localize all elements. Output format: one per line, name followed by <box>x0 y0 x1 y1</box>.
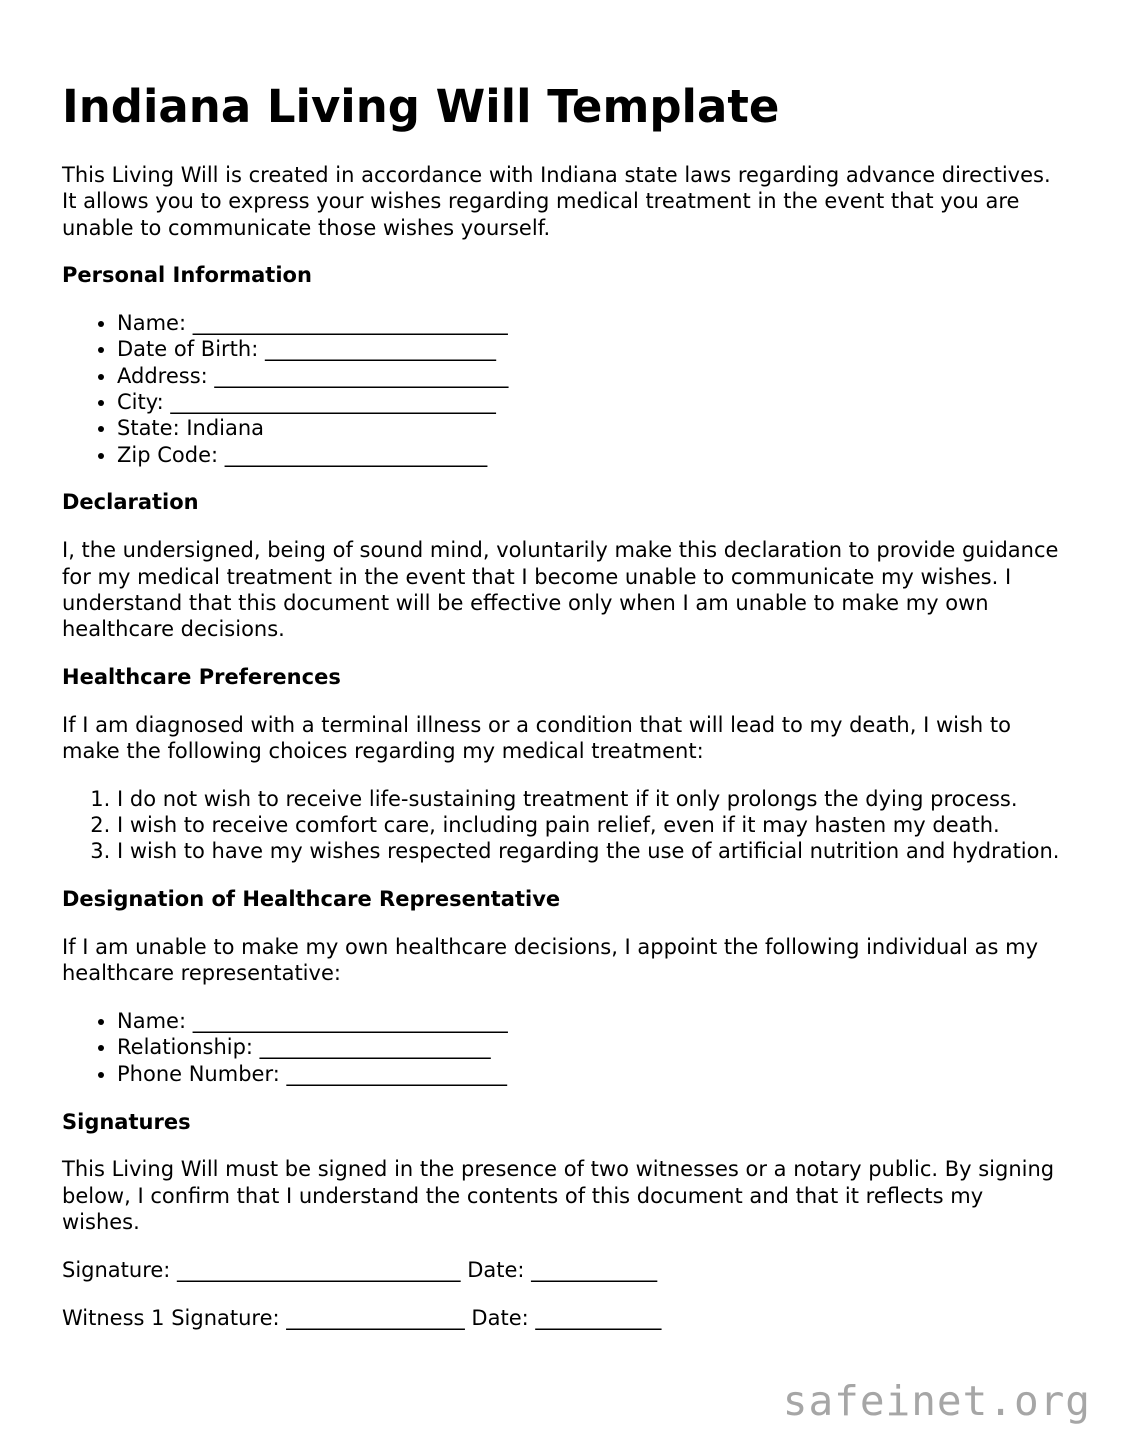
signature-line[interactable]: Signature: ___________________________ Date: ____________ <box>62 1257 658 1282</box>
personal-zip-field[interactable]: • Zip Code: _________________________ <box>117 442 1062 468</box>
signatures-heading: Signatures <box>62 1109 191 1134</box>
preference-item: 3. I wish to have my wishes respected regarding the use of artificial nutrition and hydration. <box>117 838 1062 864</box>
document-body <box>62 162 1062 1352</box>
personal-info-heading: Personal Information <box>62 263 312 288</box>
declaration-heading: Declaration <box>62 490 199 515</box>
personal-name-field[interactable]: • Name: ______________________________ <box>117 310 1062 336</box>
signatures-paragraph: This Living Will must be signed in the presence of two witnesses or a notary public. By signing below, I confirm that I understand the contents of this document and that it reflects my wishes. <box>62 1157 1055 1234</box>
personal-address-field[interactable]: • Address: ____________________________ <box>117 363 1062 389</box>
preferences-list <box>62 786 1062 865</box>
personal-dob-field[interactable]: • Date of Birth: ______________________ <box>117 336 1062 362</box>
preference-item: 2. I wish to receive comfort care, including pain relief, even if it may hasten my death. <box>117 812 1062 838</box>
intro-paragraph: This Living Will is created in accordance with Indiana state laws regarding advance directives. It allows you to express your wishes regarding medical treatment in the event that you are unable to communicate those wishes yourself. <box>62 163 1051 240</box>
representative-list <box>62 1008 1062 1087</box>
representative-relationship-field[interactable]: • Relationship: ______________________ <box>117 1034 1062 1060</box>
representative-name-field[interactable]: • Name: ______________________________ <box>117 1008 1062 1034</box>
personal-state-field: • State: Indiana <box>117 415 1062 441</box>
watermark: safeinet.org <box>782 1377 1091 1425</box>
page-title: Indiana Living Will Template <box>62 80 780 133</box>
personal-info-list <box>62 310 1062 468</box>
representative-heading: Designation of Healthcare Representative <box>62 887 561 912</box>
representative-phone-field[interactable]: • Phone Number: _____________________ <box>117 1061 1062 1087</box>
preference-item: 1. I do not wish to receive life-sustaining treatment if it only prolongs the dying process. <box>117 786 1062 812</box>
witness-1-signature-line[interactable]: Witness 1 Signature: _________________ Date: ____________ <box>62 1305 662 1330</box>
preferences-paragraph: If I am diagnosed with a terminal illness or a condition that will lead to my death, I wish to make the following choices regarding my medical treatment: <box>62 712 1011 764</box>
personal-city-field[interactable]: • City: _______________________________ <box>117 389 1062 415</box>
representative-paragraph: If I am unable to make my own healthcare decisions, I appoint the following individual as my healthcare representative: <box>62 935 1039 986</box>
declaration-paragraph: I, the undersigned, being of sound mind, voluntarily make this declaration to provide guidance for my medical treatment in the event that I become unable to communicate my wishes. I understand that this document will be effective only when I am unable to make my own healthcare decisions. <box>62 538 1059 642</box>
preferences-heading: Healthcare Preferences <box>62 664 341 689</box>
